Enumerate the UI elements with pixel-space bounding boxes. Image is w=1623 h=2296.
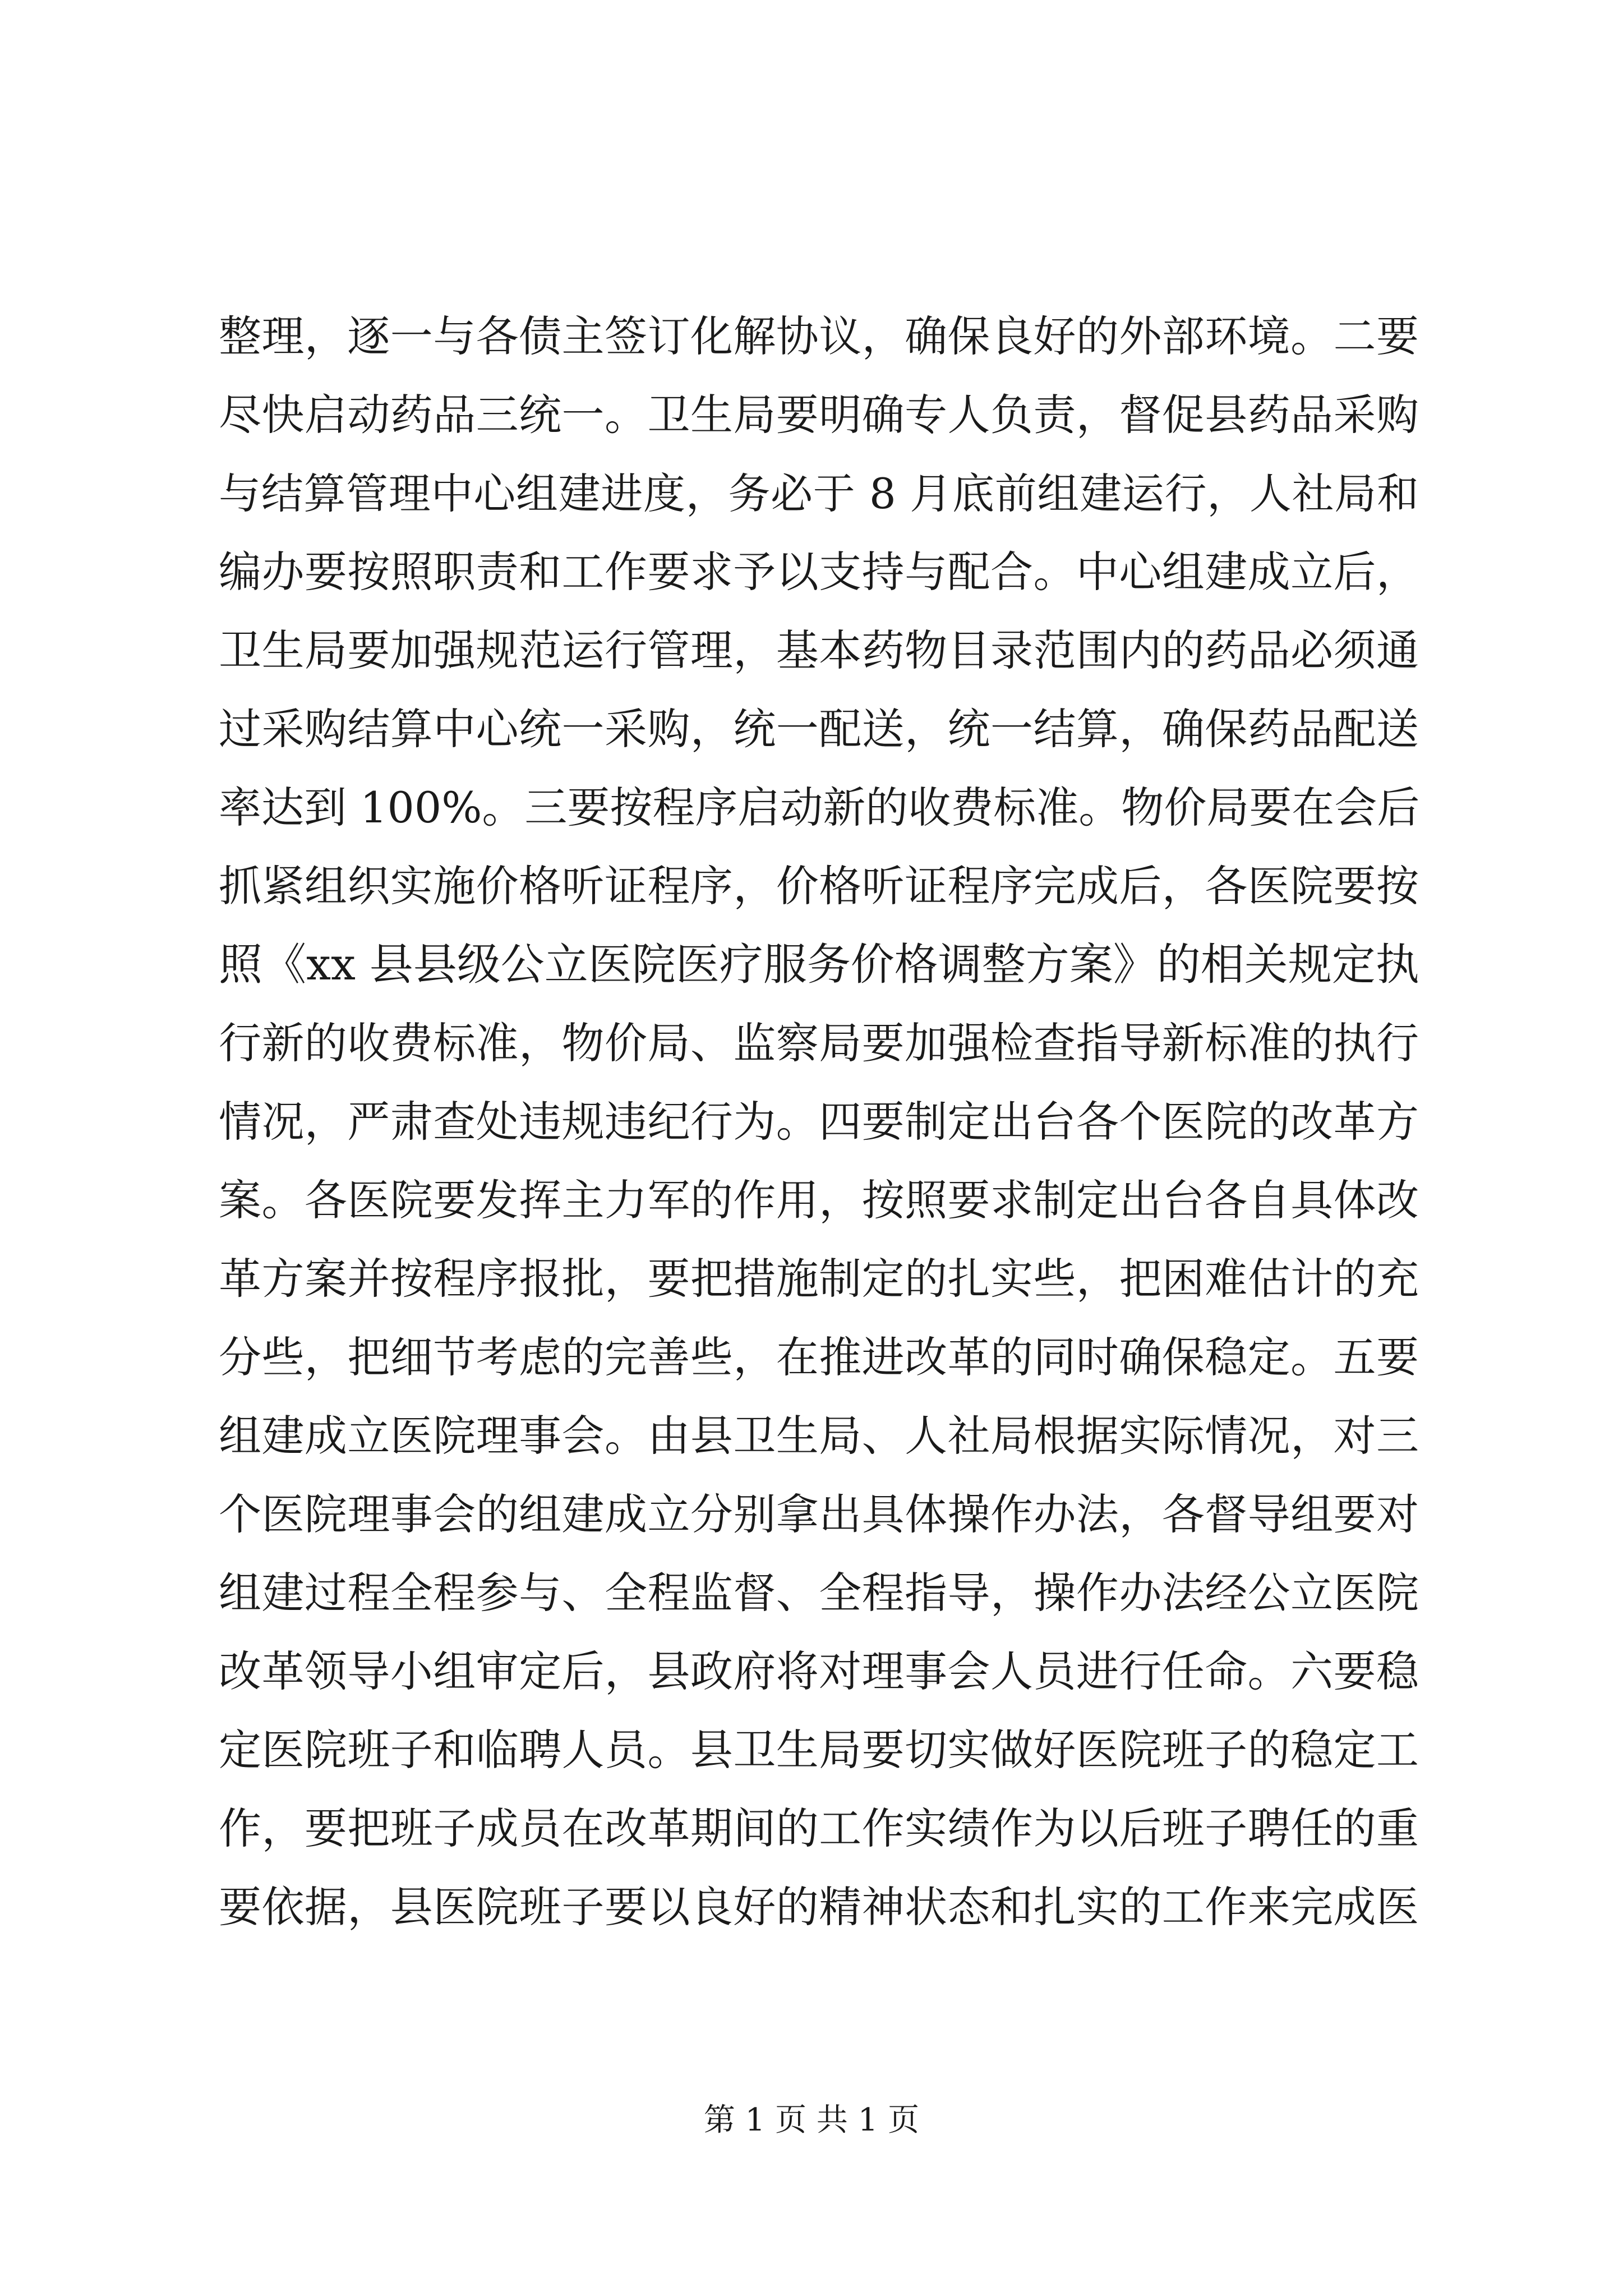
text-line: 行新的收费标准，物价局、监察局要加强检查指导新标准的执行 bbox=[219, 1018, 1419, 1068]
text-line: 率达到 100%。三要按程序启动新的收费标准。物价局要在会后 bbox=[219, 783, 1420, 832]
text-line: 编办要按照职责和工作要求予以支持与配合。中心组建成立后， bbox=[219, 547, 1419, 597]
text-line: 整理，逐一与各债主签订化解协议，确保良好的外部环境。二要 bbox=[219, 311, 1419, 361]
text-line: 过采购结算中心统一采购，统一配送，统一结算，确保药品配送 bbox=[219, 704, 1419, 754]
text-line: 组建成立医院理事会。由县卫生局、人社局根据实际情况，对三 bbox=[219, 1411, 1419, 1461]
text-line: 案。各医院要发挥主力军的作用，按照要求制定出台各自具体改 bbox=[219, 1175, 1419, 1225]
text-line: 定医院班子和临聘人员。县卫生局要切实做好医院班子的稳定工 bbox=[219, 1725, 1419, 1775]
text-line: 改革领导小组审定后，县政府将对理事会人员进行任命。六要稳 bbox=[219, 1646, 1419, 1696]
text-line: 要依据，县医院班子要以良好的精神状态和扎实的工作来完成医 bbox=[219, 1882, 1419, 1932]
text-line: 照《xx 县县级公立医院医疗服务价格调整方案》的相关规定执 bbox=[219, 940, 1419, 990]
text-line: 抓紧组织实施价格听证程序，价格听证程序完成后，各医院要按 bbox=[219, 861, 1419, 911]
text-line: 尽快启动药品三统一。卫生局要明确专人负责，督促县药品采购 bbox=[219, 390, 1419, 440]
text-line: 组建过程全程参与、全程监督、全程指导，操作办法经公立医院 bbox=[219, 1568, 1419, 1618]
text-line: 与结算管理中心组建进度，务必于 8 月底前组建运行，人社局和 bbox=[219, 469, 1419, 518]
text-line: 革方案并按程序报批，要把措施制定的扎实些，把困难估计的充 bbox=[219, 1254, 1419, 1304]
text-line: 作，要把班子成员在改革期间的工作实绩作为以后班子聘任的重 bbox=[219, 1803, 1419, 1853]
text-line: 分些，把细节考虑的完善些，在推进改革的同时确保稳定。五要 bbox=[219, 1332, 1419, 1382]
text-line: 卫生局要加强规范运行管理，基本药物目录范围内的药品必须通 bbox=[219, 625, 1419, 675]
text-line: 情况，严肃查处违规违纪行为。四要制定出台各个医院的改革方 bbox=[219, 1097, 1419, 1147]
page-footer: 第 1 页 共 1 页 bbox=[703, 2102, 920, 2138]
text-line: 个医院理事会的组建成立分别拿出具体操作办法，各督导组要对 bbox=[219, 1489, 1419, 1539]
